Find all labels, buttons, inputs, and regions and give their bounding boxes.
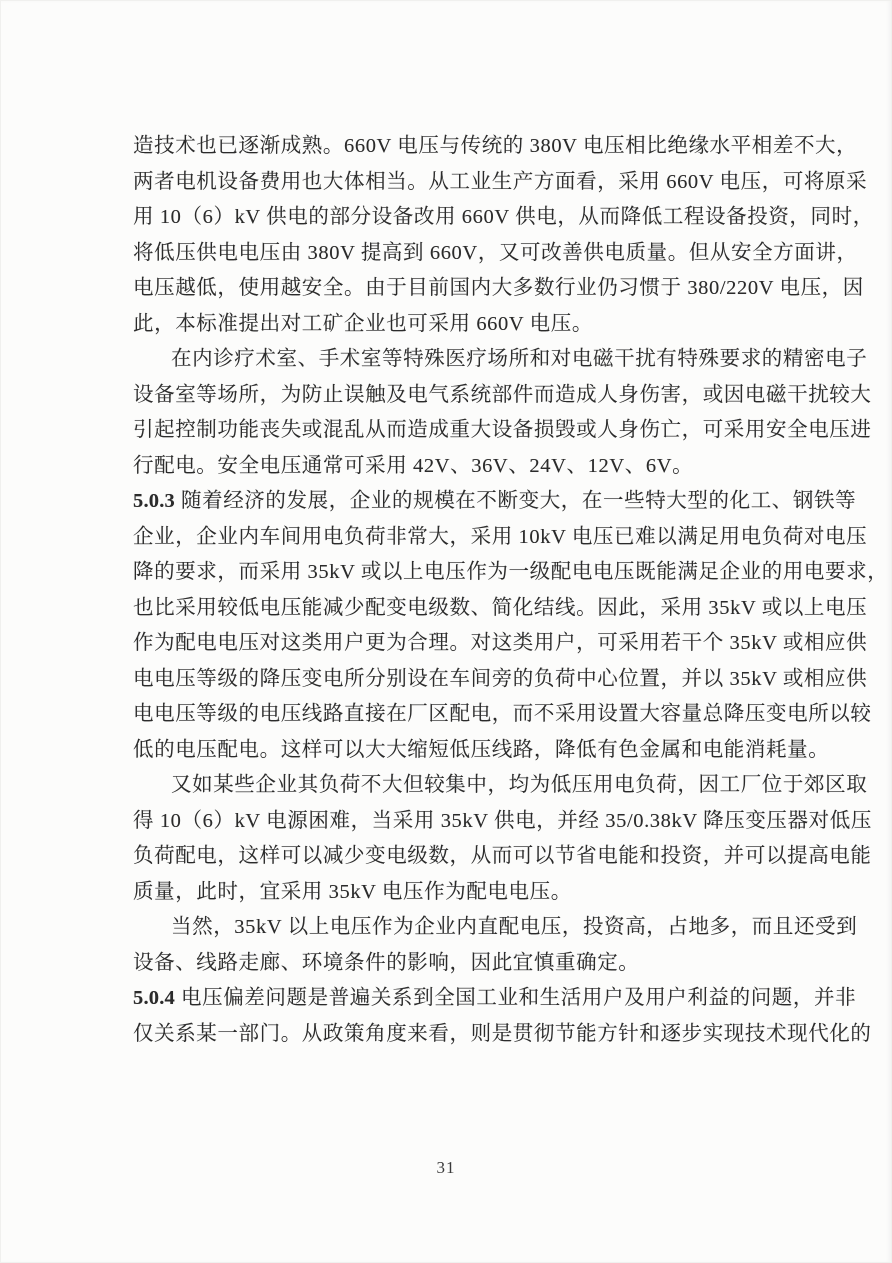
text-line: 电电压等级的降压变电所分别设在车间旁的负荷中心位置，并以 35kV 或相应供 — [133, 667, 868, 690]
text-line: 此，本标准提出对工矿企业也可采用 660V 电压。 — [133, 312, 593, 335]
text-line: 引起控制功能丧失或混乱从而造成重大设备损毁或人身伤亡，可采用安全电压进 — [133, 419, 872, 441]
text-line: 作为配电电压对这类用户更为合理。对这类用户，可采用若干个 35kV 或相应供 — [133, 632, 868, 654]
text-line: 用 10（6）kV 供电的部分设备改用 660V 供电，从而降低工程设备投资，同时， — [133, 206, 874, 228]
text-line: 电压越低，使用越安全。由于目前国内大多数行业仍习惯于 380/220V 电压，因 — [133, 277, 864, 299]
text-line: 行配电。安全电压通常可采用 42V、36V、24V、12V、6V。 — [133, 454, 694, 477]
text-line: 电电压等级的电压线路直接在厂区配电，而不采用设置大容量总降压变电所以较 — [133, 703, 872, 725]
text-line: 得 10（6）kV 电源困难，当采用 35kV 供电，并经 35/0.38kV 降压变压器对低压 — [133, 809, 872, 832]
text-line: 仅关系某一部门。从政策角度来看，则是贯彻节能方针和逐步实现技术现代化的 — [133, 1022, 872, 1045]
text-line: 又如某些企业其负荷不大但较集中，均为低压用电负荷，因工厂位于郊区取 — [171, 774, 868, 796]
text-line: 造技术也已逐渐成熟。660V 电压与传统的 380V 电压相比绝缘水平相差不大， — [133, 135, 858, 157]
text-line: 也比采用较低电压能减少配变电级数、简化结线。因此，采用 35kV 或以上电压 — [133, 596, 868, 619]
section-number: 5.0.4 — [133, 987, 175, 1009]
text-line: 两者电机设备费用也大体相当。从工业生产方面看，采用 660V 电压，可将原采 — [133, 170, 868, 193]
text-line: 设备、线路走廊、环境条件的影响，因此宜慎重确定。 — [133, 951, 640, 974]
text-line: 降的要求，而采用 35kV 或以上电压作为一级配电电压既能满足企业的用电要求， — [133, 561, 889, 583]
text-line: 负荷配电，这样可以减少变电级数，从而可以节省电能和投资，并可以提高电能 — [133, 845, 872, 867]
text-line: 当然，35kV 以上电压作为企业内直配电压，投资高，占地多，而且还受到 — [171, 916, 858, 938]
page-number: 31 — [436, 1158, 456, 1177]
text-line: 低的电压配电。这样可以大大缩短低压线路，降低有色金属和电能消耗量。 — [133, 738, 830, 761]
text-line: 在内诊疗术室、手术室等特殊医疗场所和对电磁干扰有特殊要求的精密电子 — [171, 348, 868, 370]
body-text — [133, 129, 889, 1052]
text-line: 将低压供电电压由 380V 提高到 660V，又可改善供电质量。但从安全方面讲， — [133, 241, 858, 264]
text-line: 设备室等场所，为防止误触及电气系统部件而造成人身伤害，或因电磁干扰较大 — [133, 383, 872, 406]
text-line: 5.0.4 电压偏差问题是普遍关系到全国工业和生活用户及用户利益的问题，并非 — [133, 987, 857, 1009]
text-line: 5.0.3 随着经济的发展，企业的规模在不断变大，在一些特大型的化工、钢铁等 — [133, 490, 857, 512]
text-line: 企业，企业内车间用电负荷非常大，采用 10kV 电压已难以满足用电负荷对电压 — [133, 525, 868, 548]
text-line: 质量，此时，宜采用 35kV 电压作为配电电压。 — [133, 880, 572, 903]
section-number: 5.0.3 — [133, 490, 175, 512]
